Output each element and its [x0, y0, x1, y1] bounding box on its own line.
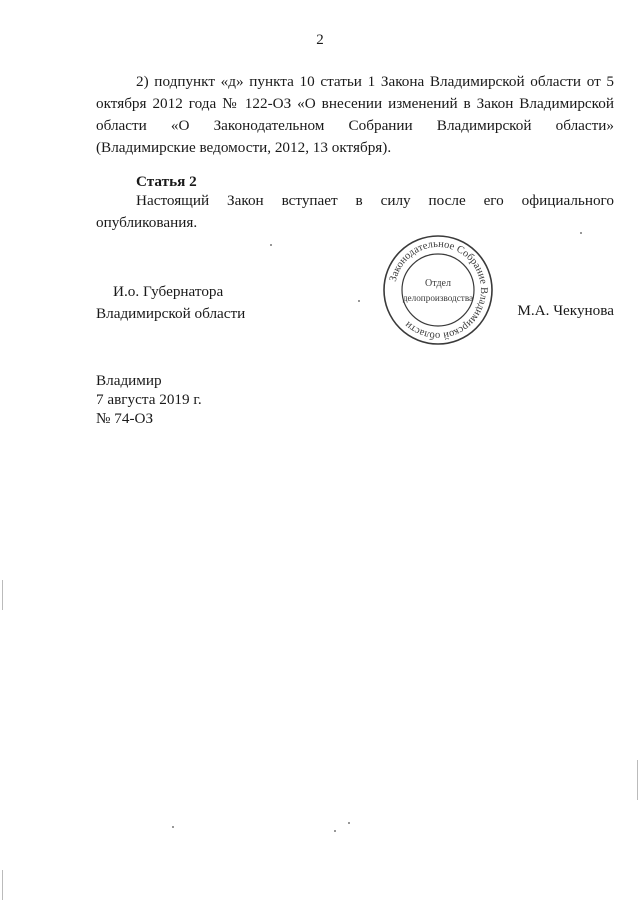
footer-number: № 74-ОЗ — [96, 410, 154, 427]
seal-ring-text: Законодательное Собрание Владимирской области — [387, 238, 490, 342]
footer-city: Владимир — [96, 372, 162, 389]
official-seal-stamp — [382, 234, 494, 346]
scan-speck — [334, 830, 336, 832]
paragraph-amendment: 2) подпункт «д» пункта 10 статьи 1 Закона Владимирской области от 5 октября 2012 года № 122-ОЗ «О внесении изменений в Закон Владимирской области «О Законодательном Собрании Владимирской области» (Владимирские ведомости, 2012, 13 октября). — [96, 73, 614, 156]
seal-center-line2: делопроизводства — [402, 293, 474, 303]
scan-speck — [348, 822, 350, 824]
scan-speck — [358, 300, 360, 302]
article-heading: Статья 2 — [136, 173, 197, 190]
scan-speck — [172, 826, 174, 828]
article-text: Настоящий Закон вступает в силу после его официального опубликования. — [96, 192, 614, 231]
footer-date: 7 августа 2019 г. — [96, 391, 202, 408]
signatory-name: М.А. Чекунова — [517, 302, 614, 319]
scan-edge-mark — [637, 760, 638, 800]
scan-speck — [270, 244, 272, 246]
document-footer — [96, 371, 202, 428]
scan-edge-mark — [2, 580, 3, 610]
seal-center-line1: Отдел — [425, 278, 451, 289]
page-number: 2 — [316, 32, 324, 48]
signatory-title-line1: И.о. Губернатора — [113, 283, 224, 300]
signatory-title-line2: Владимирской области — [96, 305, 246, 322]
signatory-title — [96, 281, 245, 325]
scan-speck — [580, 232, 582, 234]
scan-edge-mark — [2, 870, 3, 900]
